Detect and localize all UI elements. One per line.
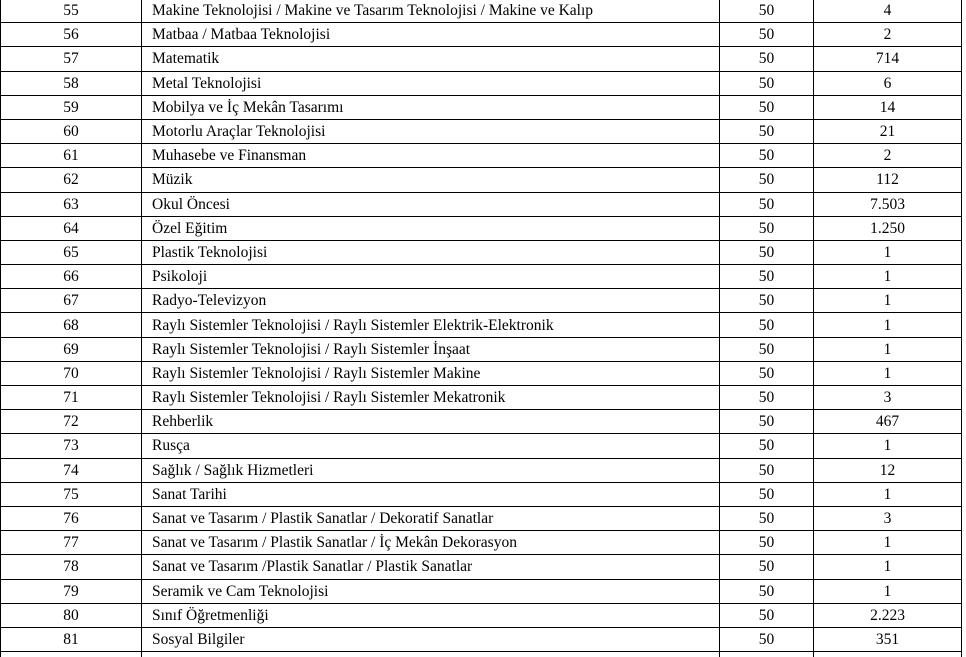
row-number-cell: 70 (1, 361, 142, 385)
table-row (1, 579, 962, 603)
row-number-cell: 61 (1, 144, 142, 168)
row-number-cell: 75 (1, 482, 142, 506)
program-name-cell: Metal Teknolojisi (142, 71, 720, 95)
table-row (1, 458, 962, 482)
row-number-cell: 67 (1, 289, 142, 313)
program-name-cell: Sosyal Bilgiler (142, 627, 720, 651)
row-number-cell: 63 (1, 192, 142, 216)
count-cell: 3 (814, 386, 962, 410)
count-cell: 3 (814, 506, 962, 530)
program-name-cell: Rehberlik (142, 410, 720, 434)
table-row (1, 23, 962, 47)
count-cell: 14 (814, 95, 962, 119)
count-cell: 1 (814, 361, 962, 385)
quota-cell: 50 (720, 119, 814, 143)
row-number-cell: 71 (1, 386, 142, 410)
row-number-cell: 56 (1, 23, 142, 47)
program-name-cell: Sanat ve Tasarım /Plastik Sanatlar / Plastik Sanatlar (142, 555, 720, 579)
count-cell: 21 (814, 119, 962, 143)
quota-cell: 50 (720, 410, 814, 434)
table-row (1, 144, 962, 168)
program-name-cell: Raylı Sistemler Teknolojisi / Raylı Sistemler Elektrik-Elektronik (142, 313, 720, 337)
count-cell: 112 (814, 168, 962, 192)
program-name-cell: Plastik Teknolojisi (142, 240, 720, 264)
quota-cell: 50 (720, 579, 814, 603)
table-row (1, 0, 962, 23)
quota-cell (720, 652, 814, 657)
table-row (1, 289, 962, 313)
count-cell: 714 (814, 47, 962, 71)
count-cell: 2.223 (814, 603, 962, 627)
row-number-cell: 55 (1, 0, 142, 23)
count-cell: 1 (814, 265, 962, 289)
row-number-cell: 59 (1, 95, 142, 119)
count-cell: 2 (814, 144, 962, 168)
count-cell: 12 (814, 458, 962, 482)
count-cell: 1 (814, 555, 962, 579)
quota-cell: 50 (720, 337, 814, 361)
program-name-cell (142, 652, 720, 657)
row-number-cell: 64 (1, 216, 142, 240)
count-cell: 1.250 (814, 216, 962, 240)
row-number-cell: 77 (1, 531, 142, 555)
row-number-cell: 69 (1, 337, 142, 361)
program-name-cell: Makine Teknolojisi / Makine ve Tasarım Teknolojisi / Makine ve Kalıp (142, 0, 720, 23)
table-row (1, 240, 962, 264)
quota-cell: 50 (720, 506, 814, 530)
count-cell: 467 (814, 410, 962, 434)
quota-cell: 50 (720, 23, 814, 47)
program-name-cell: Radyo-Televizyon (142, 289, 720, 313)
program-name-cell: Psikoloji (142, 265, 720, 289)
quota-cell: 50 (720, 265, 814, 289)
table-row (1, 531, 962, 555)
program-name-cell: Sanat ve Tasarım / Plastik Sanatlar / Dekoratif Sanatlar (142, 506, 720, 530)
program-name-cell: Sağlık / Sağlık Hizmetleri (142, 458, 720, 482)
program-name-cell: Rusça (142, 434, 720, 458)
row-number-cell: 57 (1, 47, 142, 71)
program-name-cell: Muhasebe ve Finansman (142, 144, 720, 168)
program-name-cell: Matematik (142, 47, 720, 71)
program-name-cell: Raylı Sistemler Teknolojisi / Raylı Sistemler Makine (142, 361, 720, 385)
quota-cell: 50 (720, 0, 814, 23)
quota-cell: 50 (720, 168, 814, 192)
table-row (1, 337, 962, 361)
program-name-cell: Matbaa / Matbaa Teknolojisi (142, 23, 720, 47)
table-row (1, 652, 962, 657)
row-number-cell: 76 (1, 506, 142, 530)
row-number-cell: 73 (1, 434, 142, 458)
quota-cell: 50 (720, 603, 814, 627)
table-row (1, 71, 962, 95)
table-row (1, 434, 962, 458)
table-row (1, 603, 962, 627)
quota-cell: 50 (720, 313, 814, 337)
row-number-cell: 78 (1, 555, 142, 579)
quota-cell: 50 (720, 71, 814, 95)
table-body (1, 0, 962, 657)
program-name-cell: Sınıf Öğretmenliği (142, 603, 720, 627)
table-row (1, 506, 962, 530)
row-number-cell: 80 (1, 603, 142, 627)
quota-cell: 50 (720, 361, 814, 385)
count-cell: 1 (814, 289, 962, 313)
table-row (1, 386, 962, 410)
program-name-cell: Motorlu Araçlar Teknolojisi (142, 119, 720, 143)
table-row (1, 313, 962, 337)
quota-cell: 50 (720, 434, 814, 458)
table-row (1, 192, 962, 216)
program-name-cell: Sanat ve Tasarım / Plastik Sanatlar / İç Mekân Dekorasyon (142, 531, 720, 555)
table-row (1, 265, 962, 289)
quota-cell: 50 (720, 240, 814, 264)
count-cell: 1 (814, 531, 962, 555)
count-cell: 1 (814, 579, 962, 603)
count-cell: 1 (814, 482, 962, 506)
table-row (1, 410, 962, 434)
table-row (1, 627, 962, 651)
table-row (1, 168, 962, 192)
row-number-cell: 65 (1, 240, 142, 264)
program-name-cell: Mobilya ve İç Mekân Tasarımı (142, 95, 720, 119)
row-number-cell (1, 652, 142, 657)
count-cell: 1 (814, 434, 962, 458)
count-cell: 2 (814, 23, 962, 47)
table-row (1, 482, 962, 506)
quota-cell: 50 (720, 216, 814, 240)
row-number-cell: 81 (1, 627, 142, 651)
count-cell (814, 652, 962, 657)
quota-cell: 50 (720, 95, 814, 119)
row-number-cell: 74 (1, 458, 142, 482)
table-row (1, 361, 962, 385)
program-name-cell: Seramik ve Cam Teknolojisi (142, 579, 720, 603)
quota-cell: 50 (720, 458, 814, 482)
count-cell: 351 (814, 627, 962, 651)
quota-cell: 50 (720, 47, 814, 71)
row-number-cell: 66 (1, 265, 142, 289)
quota-cell: 50 (720, 289, 814, 313)
count-cell: 1 (814, 337, 962, 361)
count-cell: 1 (814, 240, 962, 264)
count-cell: 6 (814, 71, 962, 95)
row-number-cell: 58 (1, 71, 142, 95)
count-cell: 4 (814, 0, 962, 23)
row-number-cell: 68 (1, 313, 142, 337)
table-row (1, 216, 962, 240)
row-number-cell: 79 (1, 579, 142, 603)
row-number-cell: 60 (1, 119, 142, 143)
program-name-cell: Sanat Tarihi (142, 482, 720, 506)
program-name-cell: Okul Öncesi (142, 192, 720, 216)
count-cell: 1 (814, 313, 962, 337)
row-number-cell: 62 (1, 168, 142, 192)
quota-cell: 50 (720, 555, 814, 579)
quota-cell: 50 (720, 627, 814, 651)
row-number-cell: 72 (1, 410, 142, 434)
program-name-cell: Müzik (142, 168, 720, 192)
program-name-cell: Özel Eğitim (142, 216, 720, 240)
program-name-cell: Raylı Sistemler Teknolojisi / Raylı Sistemler Mekatronik (142, 386, 720, 410)
quota-cell: 50 (720, 144, 814, 168)
quota-cell: 50 (720, 192, 814, 216)
table-row (1, 47, 962, 71)
program-name-cell: Raylı Sistemler Teknolojisi / Raylı Sistemler İnşaat (142, 337, 720, 361)
quota-cell: 50 (720, 531, 814, 555)
table-row (1, 95, 962, 119)
count-cell: 7.503 (814, 192, 962, 216)
table-row (1, 555, 962, 579)
quota-cell: 50 (720, 482, 814, 506)
quota-cell: 50 (720, 386, 814, 410)
table-row (1, 119, 962, 143)
